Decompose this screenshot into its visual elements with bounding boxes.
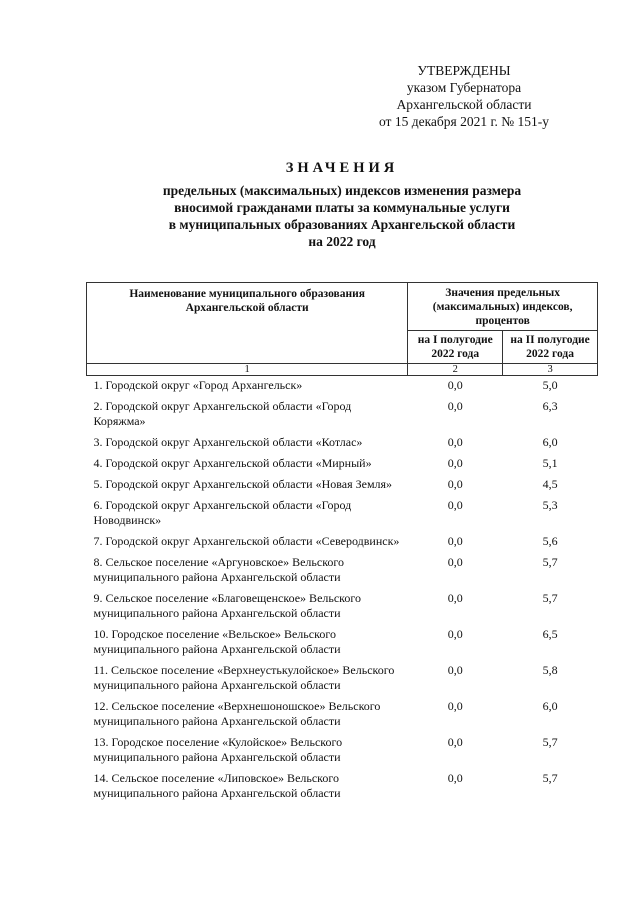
table-row: [87, 454, 598, 475]
row-name: 7. Городской округ Архангельской области «Северодвинск»: [93, 534, 400, 548]
row-h2: 5,7: [542, 555, 558, 569]
table-row: [87, 733, 598, 769]
row-h2: 5,3: [542, 498, 558, 512]
row-name: 5. Городской округ Архангельской области «Новая Земля»: [93, 477, 393, 491]
table-row: [87, 397, 598, 433]
row-h2: 6,0: [542, 699, 558, 713]
row-h1: 0,0: [447, 477, 463, 491]
header-values: Значения предельных (максимальных) индексов, процентов: [408, 283, 598, 331]
header-h1: на I полугодие 2022 года: [408, 331, 503, 364]
table-row: [87, 532, 598, 553]
row-name: 10. Городское поселение «Вельское» Вельского муниципального района Архангельской области: [93, 627, 341, 656]
row-name: 11. Сельское поселение «Верхнеустькулойское» Вельского муниципального района Архангельской области: [93, 663, 395, 692]
row-name: 3. Городской округ Архангельской области «Котлас»: [93, 435, 363, 449]
header-h2: на II полугодие 2022 года: [503, 331, 598, 364]
table-row: [87, 697, 598, 733]
row-h2: 5,7: [542, 591, 558, 605]
row-h1: 0,0: [447, 435, 463, 449]
row-h1: 0,0: [447, 555, 463, 569]
table-row: [87, 433, 598, 454]
header-name: Наименование муниципального образования Архангельской области: [87, 283, 408, 364]
approval-line: Архангельской области: [396, 97, 532, 112]
row-h1: 0,0: [447, 591, 463, 605]
title-main: ЗНАЧЕНИЯ: [285, 160, 399, 176]
table-row: [87, 769, 598, 805]
column-number: 2: [408, 364, 503, 376]
row-name: 6. Городской округ Архангельской области «Город Новодвинск»: [93, 498, 352, 527]
row-h1: 0,0: [447, 699, 463, 713]
approval-date: от 15 декабря 2021 г. № 151-у: [378, 114, 550, 129]
row-h2: 5,1: [542, 456, 558, 470]
table-row: [87, 496, 598, 532]
row-h1: 0,0: [447, 498, 463, 512]
row-name: 14. Сельское поселение «Липовское» Вельского муниципального района Архангельской области: [93, 771, 341, 800]
table-row: [87, 376, 598, 398]
approval-heading: УТВЕРЖДЕНЫ: [417, 63, 511, 78]
row-h1: 0,0: [447, 771, 463, 785]
row-h1: 0,0: [447, 378, 463, 392]
row-h1: 0,0: [447, 534, 463, 548]
title-line: на 2022 год: [308, 234, 376, 249]
row-h2: 5,8: [542, 663, 558, 677]
row-name: 9. Сельское поселение «Благовещенское» Вельского муниципального района Архангельской области: [93, 591, 362, 620]
column-number: 1: [87, 364, 408, 376]
row-name: 4. Городской округ Архангельской области «Мирный»: [93, 456, 372, 470]
row-h2: 5,7: [542, 735, 558, 749]
title-line: в муниципальных образованиях Архангельской области: [168, 217, 516, 232]
row-name: 8. Сельское поселение «Аргуновское» Вельского муниципального района Архангельской области: [93, 555, 345, 584]
approval-block: [344, 62, 584, 130]
table-row: [87, 661, 598, 697]
table-row: [87, 625, 598, 661]
title-line: предельных (максимальных) индексов изменения размера: [162, 183, 522, 198]
row-name: 1. Городской округ «Город Архангельск»: [93, 378, 303, 392]
column-number: 3: [503, 364, 598, 376]
approval-line: указом Губернатора: [406, 80, 522, 95]
row-h1: 0,0: [447, 399, 463, 413]
row-h2: 5,0: [542, 378, 558, 392]
title-line: вносимой гражданами платы за коммунальные услуги: [174, 200, 510, 215]
row-h1: 0,0: [447, 456, 463, 470]
row-h2: 6,5: [542, 627, 558, 641]
row-name: 13. Городское поселение «Кулойское» Вельского муниципального района Архангельской области: [93, 735, 343, 764]
row-h2: 5,7: [542, 771, 558, 785]
row-h2: 5,6: [542, 534, 558, 548]
row-h2: 6,3: [542, 399, 558, 413]
row-h1: 0,0: [447, 663, 463, 677]
row-h1: 0,0: [447, 627, 463, 641]
row-h2: 6,0: [542, 435, 558, 449]
row-name: 12. Сельское поселение «Верхнешоношское» Вельского муниципального района Архангельской области: [93, 699, 381, 728]
row-h1: 0,0: [447, 735, 463, 749]
table-row: [87, 589, 598, 625]
table-row: [87, 475, 598, 496]
indices-table: [86, 282, 598, 805]
table-row: [87, 553, 598, 589]
document-title: [86, 160, 598, 250]
row-name: 2. Городской округ Архангельской области «Город Коряжма»: [93, 399, 352, 428]
row-h2: 4,5: [542, 477, 558, 491]
